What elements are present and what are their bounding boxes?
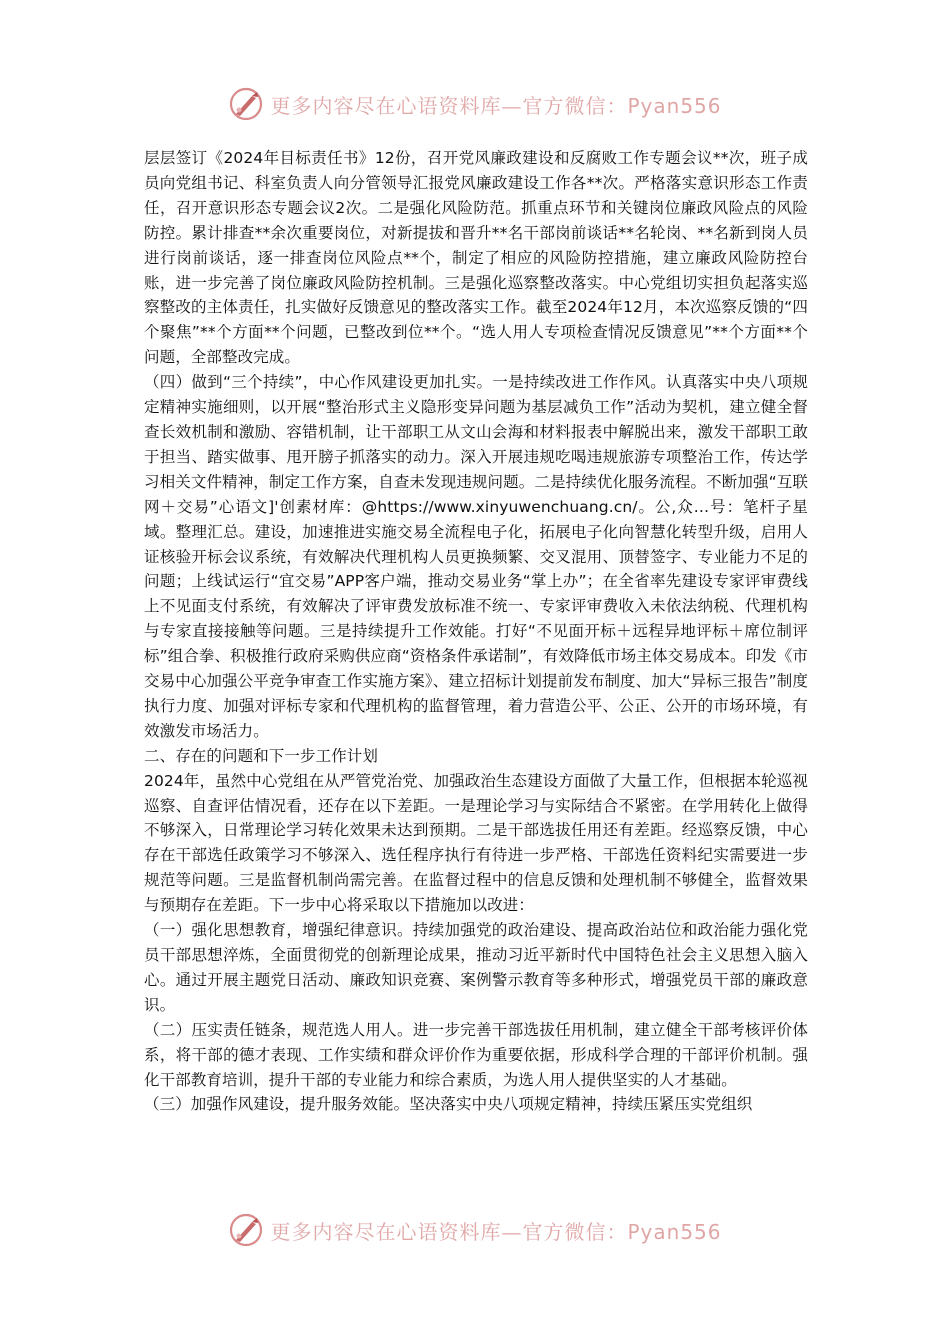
- pen-logo-icon: [228, 1212, 264, 1248]
- pen-logo-icon: [228, 86, 264, 122]
- banner-contact-id: Pyan556: [627, 1219, 722, 1244]
- paragraph-1: 层层签订《2024年目标责任书》12份，召开党风廉政建设和反腐败工作专题会议**次，班子成员向党组书记、科室负责人向分管领导汇报党风廉政建设工作各**次。严格落实意识形态工作责任，召开意识形态专题会议2次。二是强化风险防范。抓重点环节和关键岗位廉政风险点的风险防控。累计排查**余次重要岗位，对新提拔和晋升**名干部岗前谈话**名轮岗、**名新到岗人员进行岗前谈话，逐一排查岗位风险点**个，制定了相应的风险防控措施，建立廉政风险防控台账，进一步完善了岗位廉政风险防控机制。三是强化巡察整改落实。中心党组切实担负起落实巡察整改的主体责任，扎实做好反馈意见的整改落实工作。截至2024年12月，本次巡察反馈的“四个聚焦”**个方面**个问题，已整改到位**个。“选人用人专项检查情况反馈意见”**个方面**个问题，全部整改完成。: [144, 149, 808, 367]
- document-body: [144, 146, 808, 1117]
- header-banner: [0, 84, 950, 124]
- paragraph-4: （一）强化思想教育，增强纪律意识。持续加强党的政治建设、提高政治站位和政治能力强化党员干部思想淬炼，全面贯彻党的创新理论成果，推动习近平新时代中国特色社会主义思想入脑入心。通过开展主题党日活动、廉政知识竞赛、案例警示教育等多种形式，增强党员干部的廉政意识。: [144, 921, 808, 1014]
- banner-contact-label: 官方微信：: [522, 1219, 628, 1244]
- footer-banner: [0, 1210, 950, 1250]
- banner-separator: —: [501, 1219, 523, 1244]
- banner-text: [270, 90, 721, 119]
- section-heading: 二、存在的问题和下一步工作计划: [144, 746, 379, 765]
- paragraph-3: 2024年，虽然中心党组在从严管党治党、加强政治生态建设方面做了大量工作，但根据本轮巡视巡察、自查评估情况看，还存在以下差距。一是理论学习与实际结合不紧密。在学用转化上做得不够深入，日常理论学习转化效果未达到预期。二是干部选拔任用还有差距。经巡察反馈，中心存在干部选任政策学习不够深入、选任程序执行有待进一步严格、干部选任资料纪实需要进一步规范等问题。三是监督机制尚需完善。在监督过程中的信息反馈和处理机制不够健全，监督效果与预期存在差距。下一步中心将采取以下措施加以改进：: [144, 771, 808, 915]
- banner-title: 更多内容尽在心语资料库: [270, 1219, 502, 1244]
- paragraph-6: （三）加强作风建设，提升服务效能。坚决落实中央八项规定精神，持续压紧压实党组织: [144, 1095, 753, 1114]
- paragraph-5: （二）压实责任链条，规范选人用人。进一步完善干部选拔任用机制，建立健全干部考核评价体系，将干部的德才表现、工作实绩和群众评价作为重要依据，形成科学合理的干部评价机制。强化干部教育培训，提升干部的专业能力和综合素质，为选人用人提供坚实的人才基础。: [144, 1020, 808, 1089]
- banner-contact-label: 官方微信：: [522, 93, 628, 118]
- banner-text: [270, 1216, 721, 1245]
- banner-separator: —: [501, 93, 523, 118]
- banner-contact-id: Pyan556: [627, 93, 722, 118]
- paragraph-2: （四）做到“三个持续”，中心作风建设更加扎实。一是持续改进工作作风。认真落实中央八项规定精神实施细则，以开展“整治形式主义隐形变异问题为基层减负工作”活动为契机，建立健全督查长效机制和激励、容错机制，让干部职工从文山会海和材料报表中解脱出来，激发干部职工敢于担当、踏实做事、甩开膀子抓落实的动力。深入开展违规吃喝违规旅游专项整治工作，传达学习相关文件精神，制定工作方案，自查未发现违规问题。二是持续优化服务流程。不断加强“互联网＋交易”心语文]'创素材库：@https://www.xinyuwenchuang.cn/。公,众…号：笔杆子星域。整理汇总。建设，加速推进实施交易全流程电子化，拓展电子化向智慧化转型升级，启用人证核验开标会议系统，有效解决代理机构人员更换频繁、交叉混用、顶替签字、专业能力不足的问题；上线试运行“宜交易”APP客户端，推动交易业务“掌上办”；在全省率先建设专家评审费线上不见面支付系统，有效解决了评审费发放标准不统一、专家评审费收入未依法纳税、代理机构与专家直接接触等问题。三是持续提升工作效能。打好“不见面开标＋远程异地评标＋席位制评标”组合拳、积极推行政府采购供应商“资格条件承诺制”，有效降低市场主体交易成本。印发《市交易中心加强公平竞争审查工作实施方案》、建立招标计划提前发布制度、加大“异标三报告”制度执行力度、加强对评标专家和代理机构的监督管理，着力营造公平、公正、公开的市场环境，有效激发市场活力。: [144, 373, 808, 740]
- banner-title: 更多内容尽在心语资料库: [270, 93, 502, 118]
